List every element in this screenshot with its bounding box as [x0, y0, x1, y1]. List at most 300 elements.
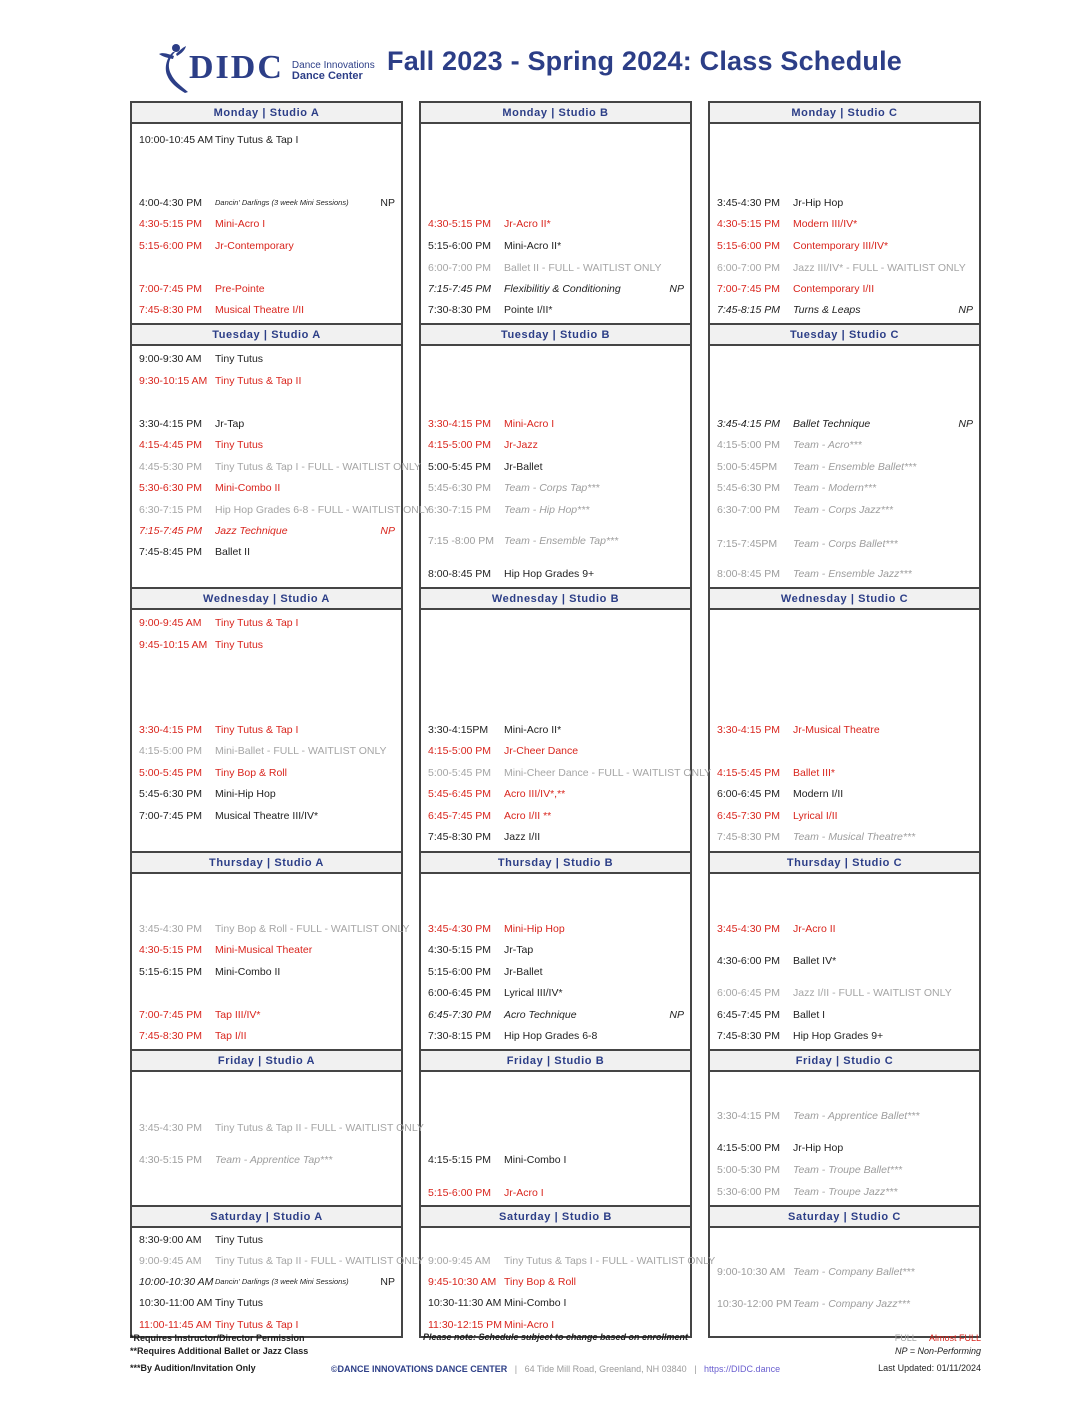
footer-center	[130, 1332, 981, 1374]
section-body	[710, 1228, 979, 1336]
class-entry	[710, 195, 979, 211]
class-name: Turns & Leaps	[793, 304, 861, 316]
np-flag: NP	[669, 1009, 684, 1021]
class-name: Mini-Acro I	[215, 218, 266, 230]
class-entry	[710, 238, 979, 254]
section-header: Friday | Studio B	[421, 1049, 690, 1072]
class-entry	[132, 544, 401, 560]
class-time: 9:00-10:30 AM	[717, 1266, 786, 1278]
section-header: Thursday | Studio B	[421, 851, 690, 874]
class-time: 4:15-5:00 PM	[428, 439, 492, 451]
class-entry	[710, 416, 979, 432]
class-name: Mini-Combo II	[215, 482, 281, 494]
class-name: Tap III/IV*	[215, 1009, 261, 1021]
class-time: 5:45-6:30 PM	[428, 482, 492, 494]
class-entry	[132, 238, 401, 254]
class-time: 3:45-4:30 PM	[139, 923, 203, 935]
class-name: Musical Theatre I/II	[215, 304, 305, 316]
logo	[155, 42, 375, 94]
class-entry	[421, 722, 690, 738]
class-time: 7:15-7:45PM	[717, 538, 778, 550]
class-entry	[421, 502, 690, 518]
class-entry	[132, 1274, 401, 1290]
class-time: 5:00-5:30 PM	[717, 1164, 781, 1176]
class-name: Tiny Tutus	[215, 1297, 264, 1309]
class-entry	[710, 536, 979, 552]
class-name: Jr-Ballet	[504, 966, 543, 978]
class-time: 7:45-8:30 PM	[717, 1030, 781, 1042]
class-time: 3:45-4:30 PM	[717, 923, 781, 935]
class-name: Tap I/II	[215, 1030, 247, 1042]
class-time: 7:00-7:45 PM	[139, 283, 203, 295]
class-time: 4:15-5:00 PM	[139, 745, 203, 757]
section-header: Friday | Studio A	[132, 1049, 401, 1072]
class-entry	[421, 1274, 690, 1290]
class-entry	[421, 533, 690, 549]
class-entry	[421, 238, 690, 254]
section-body	[421, 1228, 716, 1336]
class-name: Team - Corps Tap***	[504, 482, 600, 494]
class-time: 6:45-7:45 PM	[428, 810, 492, 822]
class-entry	[132, 1152, 401, 1168]
class-name: Mini-Combo I	[504, 1297, 567, 1309]
class-name: Hip Hop Grades 9+	[793, 1030, 884, 1042]
class-time: 6:30-7:15 PM	[428, 504, 492, 516]
class-name: Team - Musical Theatre***	[793, 831, 916, 843]
class-name: Dancin' Darlings (3 week Mini Sessions)	[215, 198, 349, 207]
class-name: Ballet II	[215, 546, 251, 558]
class-time: 3:45-4:30 PM	[717, 197, 781, 209]
class-entry	[132, 1120, 424, 1136]
class-entry	[132, 502, 431, 518]
class-time: 5:00-5:45PM	[717, 461, 778, 473]
class-name: Tiny Tutus	[215, 1234, 264, 1246]
class-entry	[132, 281, 401, 297]
class-entry	[421, 765, 712, 781]
class-name: Team - Corps Ballet***	[793, 538, 898, 550]
class-name: Team - Company Jazz***	[793, 1298, 910, 1310]
np-flag: NP	[958, 418, 973, 430]
separator: |	[509, 1364, 523, 1374]
logo-line1: Dance Innovations	[291, 60, 375, 71]
footnote-audition: ***By Audition/Invitation Only	[130, 1363, 256, 1373]
class-time: 6:45-7:30 PM	[717, 810, 781, 822]
np-flag: NP	[958, 304, 973, 316]
class-name: Pointe I/II*	[504, 304, 553, 316]
class-time: 6:00-7:00 PM	[717, 262, 781, 274]
class-time: 6:45-7:45 PM	[717, 1009, 781, 1021]
class-entry	[421, 964, 690, 980]
class-time: 4:15-5:45 PM	[717, 767, 781, 779]
class-time: 8:00-8:45 PM	[428, 568, 492, 580]
class-name: Mini-Cheer Dance - FULL - WAITLIST ONLY	[504, 767, 712, 779]
class-time: 5:30-6:30 PM	[139, 482, 203, 494]
class-name: Dancin' Darlings (3 week Mini Sessions)	[215, 1277, 349, 1286]
section-header: Monday | Studio B	[421, 101, 690, 124]
class-name: Flexibilitiy & Conditioning	[504, 283, 621, 295]
class-name: Hip Hop Grades 9+	[504, 568, 595, 580]
class-entry	[710, 808, 979, 824]
class-name: Mini-Acro II*	[504, 724, 562, 736]
class-time: 9:45-10:15 AM	[139, 639, 208, 651]
section-header: Tuesday | Studio A	[132, 323, 401, 346]
class-name: Tiny Bop & Roll - FULL - WAITLIST ONLY	[215, 923, 410, 935]
class-entry	[710, 921, 979, 937]
class-time: 9:00-9:45 AM	[139, 617, 202, 629]
class-name: Mini-Musical Theater	[215, 944, 313, 956]
class-name: Hip Hop Grades 6-8	[504, 1030, 598, 1042]
class-name: Jazz III/IV* - FULL - WAITLIST ONLY	[793, 262, 966, 274]
class-entry	[421, 480, 690, 496]
class-entry	[710, 1007, 979, 1023]
np-flag: NP	[380, 197, 395, 209]
class-time: 8:00-8:45 PM	[717, 568, 781, 580]
class-time: 9:45-10:30 AM	[428, 1276, 497, 1288]
legend-full-line	[878, 1332, 981, 1345]
class-time: 5:45-6:45 PM	[428, 788, 492, 800]
footnote-additional-class: **Requires Additional Ballet or Jazz Class	[130, 1346, 309, 1356]
class-time: 5:45-6:30 PM	[139, 788, 203, 800]
class-time: 4:30-5:15 PM	[428, 218, 492, 230]
class-name: Contemporary III/IV*	[793, 240, 889, 252]
class-time: 6:00-6:45 PM	[428, 987, 492, 999]
class-time: 4:15-5:15 PM	[428, 1154, 492, 1166]
class-name: Tiny Tutus	[215, 439, 264, 451]
class-entry	[132, 1317, 401, 1333]
class-entry	[710, 1140, 979, 1156]
section-body	[132, 1072, 424, 1205]
class-name: Ballet II - FULL - WAITLIST ONLY	[504, 262, 662, 274]
class-time: 4:45-5:30 PM	[139, 461, 203, 473]
class-time: 5:15-6:00 PM	[428, 966, 492, 978]
class-entry	[132, 216, 401, 232]
section-header: Wednesday | Studio C	[710, 587, 979, 610]
class-time: 7:00-7:45 PM	[717, 283, 781, 295]
class-name: Tiny Tutus & Tap II - FULL - WAITLIST ONLY	[215, 1255, 424, 1267]
class-time: 5:15-6:00 PM	[139, 240, 203, 252]
class-name: Jr-Jazz	[504, 439, 538, 451]
class-entry	[132, 637, 401, 653]
class-time: 6:00-7:00 PM	[428, 262, 492, 274]
class-time: 4:00-4:30 PM	[139, 197, 203, 209]
class-entry	[710, 281, 979, 297]
class-entry	[132, 1253, 424, 1269]
class-entry	[710, 260, 979, 276]
class-entry	[710, 722, 979, 738]
class-time: 6:30-7:00 PM	[717, 504, 781, 516]
class-entry	[421, 1253, 716, 1269]
class-entry	[132, 437, 401, 453]
class-entry	[710, 480, 979, 496]
address-text: 64 Tide Mill Road, Greenland, NH 03840	[524, 1364, 687, 1374]
class-name: Tiny Tutus	[215, 353, 264, 365]
class-name: Ballet IV*	[793, 955, 837, 967]
class-entry	[132, 1007, 401, 1023]
class-name: Team - Troupe Jazz***	[793, 1186, 898, 1198]
class-name: Mini-Acro I	[504, 418, 555, 430]
class-entry	[710, 1108, 979, 1124]
class-entry	[132, 942, 401, 958]
class-entry	[421, 921, 690, 937]
section-body	[710, 124, 979, 323]
class-name: Mini-Acro II*	[504, 240, 562, 252]
class-entry	[710, 786, 979, 802]
class-name: Tiny Tutus & Tap I	[215, 617, 299, 629]
class-entry	[710, 459, 979, 475]
section-body	[132, 346, 431, 587]
class-name: Tiny Tutus & Tap I	[215, 134, 299, 146]
section-header: Saturday | Studio A	[132, 1205, 401, 1228]
legend	[878, 1332, 981, 1375]
class-entry	[710, 765, 979, 781]
class-entry	[421, 302, 690, 318]
section-body	[421, 346, 690, 587]
class-entry	[132, 722, 401, 738]
class-entry	[132, 459, 421, 475]
class-name: Hip Hop Grades 6-8 - FULL - WAITLIST ONLY	[215, 504, 431, 516]
class-time: 3:45-4:30 PM	[139, 1122, 203, 1134]
section-body	[421, 610, 712, 851]
class-time: 5:00-5:45 PM	[428, 767, 492, 779]
class-entry	[421, 786, 690, 802]
class-entry	[710, 1028, 979, 1044]
class-entry	[421, 1152, 690, 1168]
class-entry	[421, 1007, 690, 1023]
class-name: Jr-Tap	[504, 944, 534, 956]
class-time: 7:15-7:45 PM	[428, 283, 492, 295]
class-name: Mini-Acro I	[504, 1319, 555, 1331]
class-entry	[710, 1296, 979, 1312]
class-entry	[132, 1295, 401, 1311]
class-name: Musical Theatre III/IV*	[215, 810, 319, 822]
class-time: 9:00-9:45 AM	[139, 1255, 202, 1267]
class-name: Jr-Acro II*	[504, 218, 551, 230]
class-time: 4:15-5:00 PM	[428, 745, 492, 757]
np-flag: NP	[380, 525, 395, 537]
class-name: Jazz I/II	[504, 831, 541, 843]
class-time: 10:30-11:00 AM	[139, 1297, 213, 1309]
class-entry	[132, 480, 401, 496]
class-name: Jr-Cheer Dance	[504, 745, 579, 757]
class-entry	[710, 1264, 979, 1280]
section-header: Monday | Studio A	[132, 101, 401, 124]
class-name: Jazz I/II - FULL - WAITLIST ONLY	[793, 987, 952, 999]
studio-column-a	[130, 101, 431, 1338]
class-time: 4:15-5:00 PM	[717, 1142, 781, 1154]
page-title: Fall 2023 - Spring 2024: Class Schedule	[387, 46, 903, 76]
class-name: Ballet I	[793, 1009, 826, 1021]
class-time: 3:30-4:15 PM	[717, 724, 781, 736]
section-header: Tuesday | Studio B	[421, 323, 690, 346]
class-name: Tiny Tutus & Taps I - FULL - WAITLIST ONLY	[504, 1255, 716, 1267]
class-name: Jr-Musical Theatre	[793, 724, 880, 736]
class-entry	[132, 964, 401, 980]
section-body	[421, 124, 690, 323]
class-name: Tiny Tutus & Tap I	[215, 1319, 299, 1331]
section-header: Saturday | Studio B	[421, 1205, 690, 1228]
class-time: 10:30-12:00 PM	[717, 1298, 792, 1310]
class-name: Acro Technique	[504, 1009, 577, 1021]
website-link[interactable]: https://DIDC.dance	[704, 1364, 781, 1374]
class-time: 7:45-8:45 PM	[139, 546, 203, 558]
section-body	[710, 346, 979, 587]
class-entry	[132, 743, 401, 759]
class-name: Modern III/IV*	[793, 218, 858, 230]
class-name: Team - Apprentice Tap***	[215, 1154, 333, 1166]
class-entry	[421, 808, 690, 824]
class-name: Tiny Tutus	[215, 639, 264, 651]
class-name: Mini-Combo I	[504, 1154, 567, 1166]
class-time: 11:30-12:15 PM	[428, 1319, 502, 1331]
copyright-text: ©DANCE INNOVATIONS DANCE CENTER	[330, 1364, 508, 1374]
class-entry	[132, 1232, 401, 1248]
class-entry	[710, 829, 979, 845]
class-entry	[421, 416, 690, 432]
class-name: Contemporary I/II	[793, 283, 875, 295]
class-name: Lyrical I/II	[793, 810, 838, 822]
class-time: 11:00-11:45 AM	[139, 1319, 212, 1331]
class-entry	[421, 281, 690, 297]
class-time: 3:30-4:15PM	[428, 724, 489, 736]
class-time: 7:45-8:30 PM	[139, 304, 203, 316]
class-time: 7:45-8:15 PM	[717, 304, 781, 316]
class-entry	[421, 1185, 690, 1201]
class-entry	[132, 195, 401, 211]
class-entry	[710, 216, 979, 232]
section-body	[710, 1072, 979, 1205]
class-time: 5:15-6:00 PM	[428, 240, 492, 252]
section-body	[710, 874, 979, 1049]
class-entry	[421, 459, 690, 475]
section-header: Wednesday | Studio A	[132, 587, 401, 610]
class-entry	[421, 566, 690, 582]
copyright-line	[130, 1364, 981, 1374]
section-header: Friday | Studio C	[710, 1049, 979, 1072]
class-entry	[132, 615, 401, 631]
class-time: 10:00-10:30 AM	[139, 1276, 214, 1288]
class-entry	[132, 132, 401, 148]
class-entry	[421, 942, 690, 958]
section-header: Tuesday | Studio C	[710, 323, 979, 346]
class-name: Team - Ensemble Tap***	[504, 535, 619, 547]
class-time: 4:30-6:00 PM	[717, 955, 781, 967]
class-entry	[710, 437, 979, 453]
class-name: Team - Hip Hop***	[504, 504, 590, 516]
class-name: Pre-Pointe	[215, 283, 265, 295]
class-entry	[132, 786, 401, 802]
class-name: Team - Ensemble Ballet***	[793, 461, 917, 473]
section-body	[132, 874, 410, 1049]
class-entry	[421, 1317, 690, 1333]
class-name: Team - Acro***	[793, 439, 862, 451]
footnote-permission: *Requires Instructor/Director Permission	[130, 1333, 305, 1343]
class-entry	[132, 1028, 401, 1044]
separator: |	[689, 1364, 702, 1374]
class-time: 5:15-6:00 PM	[717, 240, 781, 252]
class-time: 7:15 -8:00 PM	[428, 535, 494, 547]
class-entry	[710, 953, 979, 969]
class-time: 7:00-7:45 PM	[139, 1009, 203, 1021]
class-name: Tiny Tutus & Tap I	[215, 724, 299, 736]
class-name: Lyrical III/IV*	[504, 987, 563, 999]
class-entry	[421, 437, 690, 453]
class-entry	[132, 765, 401, 781]
class-name: Tiny Bop & Roll	[215, 767, 287, 779]
class-entry	[132, 921, 410, 937]
class-entry	[132, 302, 401, 318]
logo-acronym: DIDC	[189, 49, 284, 86]
class-name: Acro I/II **	[504, 810, 552, 822]
class-name: Jr-Contemporary	[215, 240, 294, 252]
class-time: 3:45-4:30 PM	[428, 923, 492, 935]
class-time: 7:30-8:30 PM	[428, 304, 492, 316]
class-time: 7:00-7:45 PM	[139, 810, 203, 822]
section-body	[132, 610, 401, 851]
class-entry	[421, 260, 690, 276]
class-time: 9:30-10:15 AM	[139, 375, 208, 387]
legend-almost-full: Almost FULL	[928, 1333, 981, 1343]
class-name: Jazz Technique	[215, 525, 288, 537]
class-time: 5:30-6:00 PM	[717, 1186, 781, 1198]
class-entry	[710, 1184, 979, 1200]
class-name: Jr-Ballet	[504, 461, 543, 473]
section-body	[421, 1072, 690, 1205]
class-name: Team - Company Ballet***	[793, 1266, 915, 1278]
class-time: 4:15-4:45 PM	[139, 439, 203, 451]
section-header: Thursday | Studio A	[132, 851, 401, 874]
logo-line2: Dance Center	[291, 70, 363, 82]
section-header: Thursday | Studio C	[710, 851, 979, 874]
class-time: 7:45-8:30 PM	[428, 831, 492, 843]
np-flag: NP	[380, 1276, 395, 1288]
class-name: Team - Ensemble Jazz***	[793, 568, 912, 580]
class-entry	[421, 216, 690, 232]
page-header	[155, 38, 978, 96]
class-time: 3:30-4:15 PM	[139, 724, 203, 736]
class-time: 3:30-4:15 PM	[428, 418, 492, 430]
class-time: 9:00-9:30 AM	[139, 353, 202, 365]
class-time: 7:45-8:30 PM	[717, 831, 781, 843]
class-name: Acro III/IV*,**	[504, 788, 566, 800]
schedule-change-note: Please note: Schedule subject to change based on enrollment	[422, 1332, 689, 1342]
class-name: Team - Modern***	[793, 482, 877, 494]
class-time: 4:15-5:00 PM	[717, 439, 781, 451]
class-entry	[421, 743, 690, 759]
class-entry	[132, 808, 401, 824]
class-entry	[421, 829, 690, 845]
class-time: 6:00-6:45 PM	[717, 987, 781, 999]
class-time: 10:00-10:45 AM	[139, 134, 214, 146]
class-time: 5:15-6:00 PM	[428, 1187, 492, 1199]
section-header: Saturday | Studio C	[710, 1205, 979, 1228]
class-name: Mini-Hip Hop	[504, 923, 565, 935]
class-entry	[132, 523, 401, 539]
class-entry	[710, 985, 979, 1001]
class-entry	[132, 351, 401, 367]
class-name: Tiny Tutus & Tap II	[215, 375, 302, 387]
logo-text	[292, 54, 375, 82]
class-time: 3:30-4:15 PM	[139, 418, 203, 430]
studio-column-b	[419, 101, 716, 1338]
class-name: Jr-Hip Hop	[793, 1142, 844, 1154]
class-name: Jr-Hip Hop	[793, 197, 844, 209]
section-body	[421, 874, 690, 1049]
class-entry	[710, 1162, 979, 1178]
class-entry	[710, 566, 979, 582]
legend-full: FULL	[894, 1333, 917, 1343]
class-name: Tiny Tutus & Tap I - FULL - WAITLIST ONLY	[215, 461, 421, 473]
class-time: 4:30-5:15 PM	[139, 1154, 203, 1166]
